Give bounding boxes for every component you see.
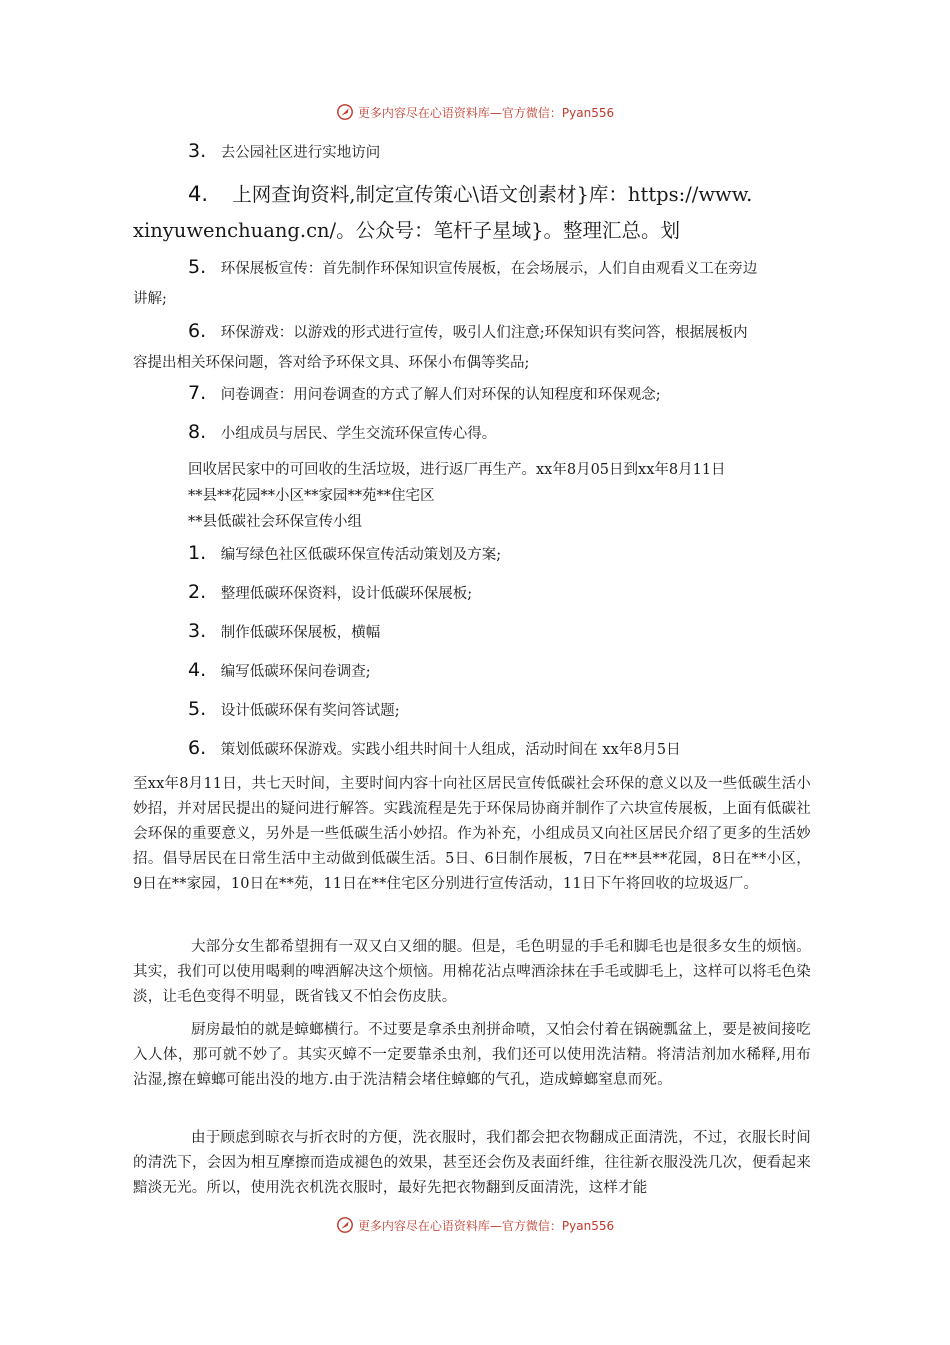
item-number: 7. <box>188 382 207 404</box>
item-text: 编写绿色社区低碳环保宣传活动策划及方案; <box>220 547 502 563</box>
header-watermark <box>0 103 950 121</box>
list-item <box>188 659 371 681</box>
item-text: 环保游戏：以游戏的形式进行宣传，吸引人们注意;环保知识有奖问答，根据展板内 <box>220 325 748 341</box>
item-text: 问卷调查：用问卷调查的方式了解人们对环保的认知程度和环保观念; <box>220 387 661 403</box>
list-item <box>188 581 472 603</box>
item-text: 整理低碳环保资料，设计低碳环保展板; <box>220 586 473 602</box>
item-text: 编写低碳环保问卷调查; <box>220 664 371 680</box>
item-number: 6. <box>188 737 207 759</box>
item-text: 制作低碳环保展板，横幅 <box>220 625 381 641</box>
item-number: 8. <box>188 421 207 443</box>
footer-watermark <box>0 1216 950 1234</box>
item-text: 上网查询资料,制定宣传策心\语文创素材}库：https://www. <box>232 183 753 206</box>
item-continuation: xinyuwenchuang.cn/。公众号：笔杆子星域}。整理汇总。划 <box>133 219 681 242</box>
list-item <box>188 421 496 443</box>
item-number: 5. <box>188 256 207 278</box>
list-item <box>188 542 501 564</box>
item-number: 4. <box>188 659 207 681</box>
text-line: **县**花园**小区**家园**苑**住宅区 <box>188 488 435 504</box>
item-continuation: 讲解; <box>133 291 167 307</box>
item-number: 5. <box>188 698 207 720</box>
item-number: 1. <box>188 542 207 564</box>
item-text: 去公园社区进行实地访问 <box>220 145 381 161</box>
list-item <box>188 140 380 162</box>
item-number: 3. <box>188 140 207 162</box>
text-line: 回收居民家中的可回收的生活垃圾，进行返厂再生产。xx年8月05日到xx年8月11日 <box>188 462 726 478</box>
body-paragraph: 至xx年8月11日，共七天时间，主要时间内容十向社区居民宣传低碳社会环保的意义以及一些低碳生活小妙招，并对居民提出的疑问进行解答。实践流程是先于环保局协商并制作了六块宣传展板，上面有低碳社会环保的重要意义，另外是一些低碳生活小妙招。作为补充，小组成员又向社区居民介绍了更多的生活妙招。倡导居民在日常生活中主动做到低碳生活。5日、6日制作展板，7日在**县**花园，8日在**小区，9日在**家园，10日在**苑，11日在**住宅区分别进行宣传活动，11日下午将回收的垃圾返厂。 <box>133 776 811 892</box>
item-number: 4. <box>188 182 209 206</box>
list-item <box>188 320 748 342</box>
text-line: **县低碳社会环保宣传小组 <box>188 514 362 530</box>
item-number: 2. <box>188 581 207 603</box>
item-text: 小组成员与居民、学生交流环保宣传心得。 <box>220 426 497 442</box>
item-text: 环保展板宣传：首先制作环保知识宣传展板，在会场展示，人们自由观看义工在旁边 <box>220 261 758 277</box>
body-paragraph: 厨房最怕的就是蟑螂横行。不过要是拿杀虫剂拼命喷，又怕会付着在锅碗瓢盆上，要是被间接吃入人体，那可就不妙了。其实灭蟑不一定要靠杀虫剂，我们还可以使用洗洁精。将清洁剂加水稀释,用布沾湿,擦在蟑螂可能出没的地方.由于洗洁精会堵住蟑螂的气孔，造成蟑螂窒息而死。 <box>133 1022 811 1088</box>
list-item <box>188 179 752 207</box>
watermark-text: 更多内容尽在心语资料库—官方微信：Pyan556 <box>357 105 615 120</box>
list-item <box>188 620 380 642</box>
item-number: 3. <box>188 620 207 642</box>
watermark-text: 更多内容尽在心语资料库—官方微信：Pyan556 <box>357 1218 615 1233</box>
quill-pen-logo-icon <box>336 103 354 121</box>
item-text: 设计低碳环保有奖问答试题; <box>220 703 400 719</box>
item-number: 6. <box>188 320 207 342</box>
list-item <box>188 382 661 404</box>
list-item <box>188 737 681 759</box>
body-paragraph: 由于顾虑到晾衣与折衣时的方便，洗衣服时，我们都会把衣物翻成正面清洗，不过，衣服长时间的清洗下，会因为相互摩擦而造成褪色的效果，甚至还会伤及表面纤维，往往新衣服没洗几次，便看起来黯淡无光。所以，使用洗衣机洗衣服时，最好先把衣物翻到反面清洗，这样才能 <box>133 1130 811 1196</box>
quill-pen-logo-icon <box>336 1216 354 1234</box>
list-item <box>188 256 757 278</box>
list-item <box>188 698 400 720</box>
body-paragraph: 大部分女生都希望拥有一双又白又细的腿。但是，毛色明显的手毛和脚毛也是很多女生的烦恼。其实，我们可以使用喝剩的啤酒解决这个烦恼。用棉花沾点啤酒涂抹在手毛或脚毛上，这样可以将毛色染淡，让毛色变得不明显，既省钱又不怕会伤皮肤。 <box>133 939 811 1005</box>
item-text: 策划低碳环保游戏。实践小组共时间十人组成，活动时间在 xx年8月5日 <box>220 742 681 758</box>
item-continuation: 容提出相关环保问题，答对给予环保文具、环保小布偶等奖品; <box>133 355 530 371</box>
